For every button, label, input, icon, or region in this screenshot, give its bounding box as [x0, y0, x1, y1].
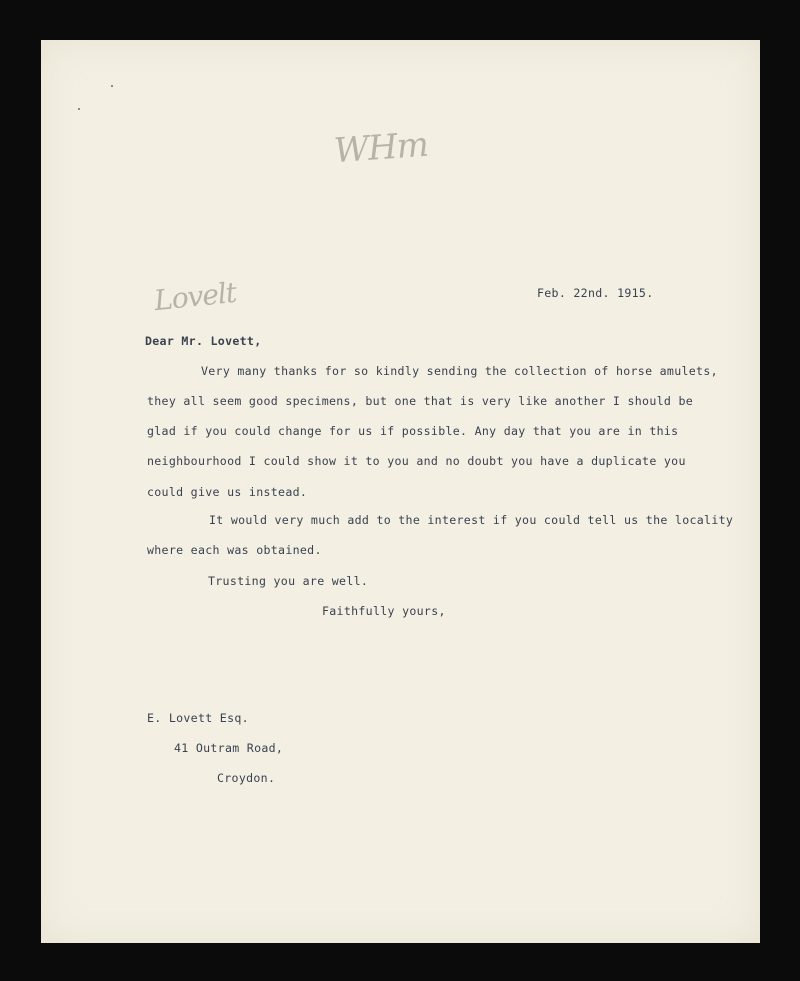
body-line: could give us instead. [147, 485, 308, 499]
body-line: glad if you could change for us if possible. Any day that you are in this [147, 424, 679, 438]
body-line: Very many thanks for so kindly sending the collection of horse amulets, [201, 364, 718, 378]
recipient-name: E. Lovett Esq. [147, 711, 249, 725]
paper-speck [78, 108, 80, 110]
body-line: they all seem good specimens, but one that is very like another I should be [147, 394, 694, 408]
closing-sentence: Trusting you are well. [208, 574, 369, 588]
recipient-town: Croydon. [217, 771, 276, 785]
salutation: Dear Mr. Lovett, [145, 334, 262, 348]
pencil-initials: WHm [332, 124, 430, 172]
valediction: Faithfully yours, [322, 604, 446, 618]
pencil-name-note: Lovelt [152, 275, 238, 318]
recipient-street: 41 Outram Road, [174, 741, 284, 755]
body-line: neighbourhood I could show it to you and no doubt you have a duplicate you [147, 454, 686, 468]
letter-date: Feb. 22nd. 1915. [537, 286, 654, 300]
letter-page [41, 40, 760, 943]
body-line: where each was obtained. [147, 543, 322, 557]
paper-speck [111, 85, 113, 87]
body-line: It would very much add to the interest if you could tell us the locality [209, 513, 734, 527]
